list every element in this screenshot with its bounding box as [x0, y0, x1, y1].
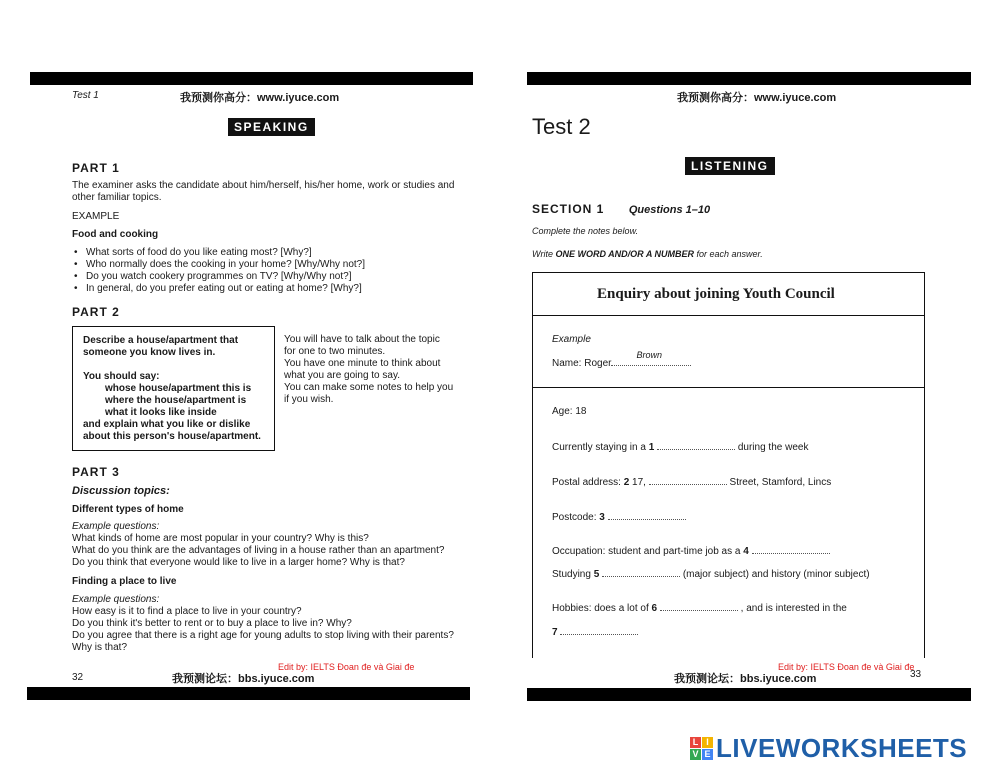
speaking-tag: SPEAKING: [228, 118, 315, 136]
q6-number: 6: [651, 603, 658, 614]
part1-intro: The examiner asks the candidate about him/herself, his/her home, work or studies and other familiar topics.: [72, 180, 455, 203]
q7-number: 7: [552, 627, 558, 638]
logo-letter: V: [690, 749, 701, 760]
q2-number: 2: [623, 477, 630, 488]
instruction-complete: Complete the notes below.: [532, 226, 639, 236]
footer-site: 我预测论坛：bbs.iyuce.com: [172, 673, 315, 685]
instruction-text: for each answer.: [694, 249, 763, 259]
name-answer: Brown: [636, 350, 662, 360]
q2-text: Postal address:: [552, 477, 624, 488]
example-questions-label: Example questions:: [72, 521, 160, 532]
q3-text: Postcode:: [552, 512, 600, 523]
header-site: 我预测你高分：www.iyuce.com: [677, 92, 837, 104]
q4-text: Occupation: student and part-time job as a: [552, 546, 744, 557]
logo-letter: I: [702, 737, 713, 748]
part3-topic1-questions: [72, 521, 472, 569]
q5-number: 5: [593, 569, 600, 580]
q1-line: [552, 441, 808, 454]
q6-text-after: , and is interested in the: [737, 603, 847, 614]
question-line: How easy is it to find a place to live in your country?: [72, 606, 302, 617]
question-line: Do you agree that there is a right age for young adults to stop living with their parents?: [72, 630, 454, 641]
side-note-line: if you wish.: [284, 394, 334, 405]
questions-range: Questions 1–10: [628, 204, 711, 216]
test-title: Test 2: [532, 114, 591, 139]
q1-text-after: during the week: [735, 442, 809, 453]
header-site: 我预测你高分：www.iyuce.com: [180, 92, 340, 104]
q5-text: Studying: [552, 569, 594, 580]
notes-box: [532, 272, 925, 658]
part3-topic1: Different types of home: [72, 504, 184, 515]
logo-letter: L: [690, 737, 701, 748]
example-label: Example: [552, 334, 591, 345]
page-number: 33: [910, 669, 922, 680]
listening-tag: LISTENING: [685, 157, 775, 175]
instruction-write: [532, 248, 763, 260]
side-note-line: You have one minute to think about: [284, 358, 441, 369]
footer-site: 我预测论坛：bbs.iyuce.com: [674, 673, 817, 685]
q3-line: [552, 511, 686, 524]
name-label: Name: Roger: [552, 358, 612, 369]
question-line: What do you think are the advantages of living in a house rather than an apartment?: [72, 545, 445, 556]
list-item: • Do you watch cookery programmes on TV? [Why/Why not?]: [86, 271, 365, 283]
q2-blank[interactable]: [649, 476, 727, 485]
q2-line: [552, 476, 831, 489]
notes-title: Enquiry about joining Youth Council: [597, 286, 835, 302]
cue-card-text: [83, 335, 273, 443]
part3-title: PART 3: [72, 465, 120, 479]
part2-cue-card: [72, 326, 275, 451]
q5-line: [552, 568, 870, 581]
age-line: Age: 18: [552, 406, 587, 417]
side-note-line: You can make some notes to help you: [284, 382, 454, 393]
name-line: [552, 350, 691, 370]
logo-badge-icon: [690, 737, 713, 760]
cue-card-point: whose house/apartment this is: [105, 383, 252, 394]
part3-topic2-questions: [72, 594, 472, 654]
section-label: SECTION 1: [532, 202, 605, 216]
q2-text-after: Street, Stamford, Lincs: [726, 477, 832, 488]
q3-number: 3: [599, 512, 605, 523]
notes-divider: [532, 387, 924, 388]
header-test-label: Test 1: [72, 90, 99, 101]
q4-blank[interactable]: [752, 545, 830, 554]
q1-text: Currently staying in a: [552, 442, 649, 453]
page-number: 32: [72, 672, 84, 683]
q6-line: [552, 602, 847, 615]
side-note-line: what you are going to say.: [284, 370, 400, 381]
q4-line: [552, 545, 830, 558]
cue-card-point: what it looks like inside: [105, 407, 217, 418]
logo-wordmark: LIVEWORKSHEETS: [716, 732, 968, 763]
instruction-bold: ONE WORD AND/OR A NUMBER: [555, 249, 694, 259]
question-line: What kinds of home are most popular in your country? Why is this?: [72, 533, 369, 544]
part1-example-label: EXAMPLE: [72, 211, 120, 222]
question-line: Do you think it's better to rent or to buy a place to live in? Why?: [72, 618, 352, 629]
question-line: Do you think that everyone would like to live in a larger home? Why is that?: [72, 557, 405, 568]
q3-blank[interactable]: [608, 511, 686, 520]
part3-subtitle: Discussion topics:: [72, 485, 170, 497]
cue-card-explain: about this person's house/apartment.: [83, 431, 261, 442]
top-rule-right: [527, 72, 971, 85]
q2-text-mid: 17,: [629, 477, 649, 488]
section-heading: [532, 200, 710, 218]
q1-blank[interactable]: [657, 441, 735, 450]
notes-divider: [532, 315, 924, 316]
bottom-rule-right: [527, 688, 971, 701]
q5-blank[interactable]: [602, 568, 680, 577]
part3-topic2: Finding a place to live: [72, 576, 177, 587]
cue-card-explain: and explain what you like or dislike: [83, 419, 251, 430]
instruction-text: Write: [532, 249, 556, 259]
question-line: Why is that?: [72, 642, 128, 653]
part2-title: PART 2: [72, 305, 120, 319]
q5-text-after: (major subject) and history (minor subject): [680, 569, 870, 580]
example-questions-label: Example questions:: [72, 594, 160, 605]
q4-number: 4: [743, 546, 749, 557]
side-note-line: You will have to talk about the topic: [284, 334, 440, 345]
q6-blank[interactable]: [660, 602, 738, 611]
list-item: • In general, do you prefer eating out or eating at home? [Why?]: [86, 283, 365, 295]
q7-blank[interactable]: [560, 626, 638, 635]
cue-card-line: someone you know lives in.: [83, 347, 216, 358]
part2-side-notes: [284, 334, 464, 406]
cue-card-point: where the house/apartment is: [105, 395, 247, 406]
q7-line: [552, 626, 638, 639]
list-item: • Who normally does the cooking in your home? [Why/Why not?]: [86, 259, 365, 271]
part1-topic: Food and cooking: [72, 229, 159, 240]
bottom-rule-left: [27, 687, 470, 700]
list-item: • What sorts of food do you like eating most? [Why?]: [86, 247, 365, 259]
cue-card-line: Describe a house/apartment that: [83, 335, 239, 346]
footer-edit-note: Edit by: IELTS Đoan đe và Giai đe: [278, 662, 415, 672]
cue-card-should-say: You should say:: [83, 371, 160, 382]
logo-letter: E: [702, 749, 713, 760]
part1-title: PART 1: [72, 161, 120, 175]
name-blank: [611, 350, 691, 366]
q1-number: 1: [648, 442, 655, 453]
part1-questions: [74, 247, 365, 295]
side-note-line: for one to two minutes.: [284, 346, 386, 357]
liveworksheets-logo: [690, 734, 967, 762]
top-rule-left: [30, 72, 473, 85]
q6-text: Hobbies: does a lot of: [552, 603, 652, 614]
footer-edit-note: Edit by: IELTS Đoan đe và Giai đe: [778, 662, 915, 672]
